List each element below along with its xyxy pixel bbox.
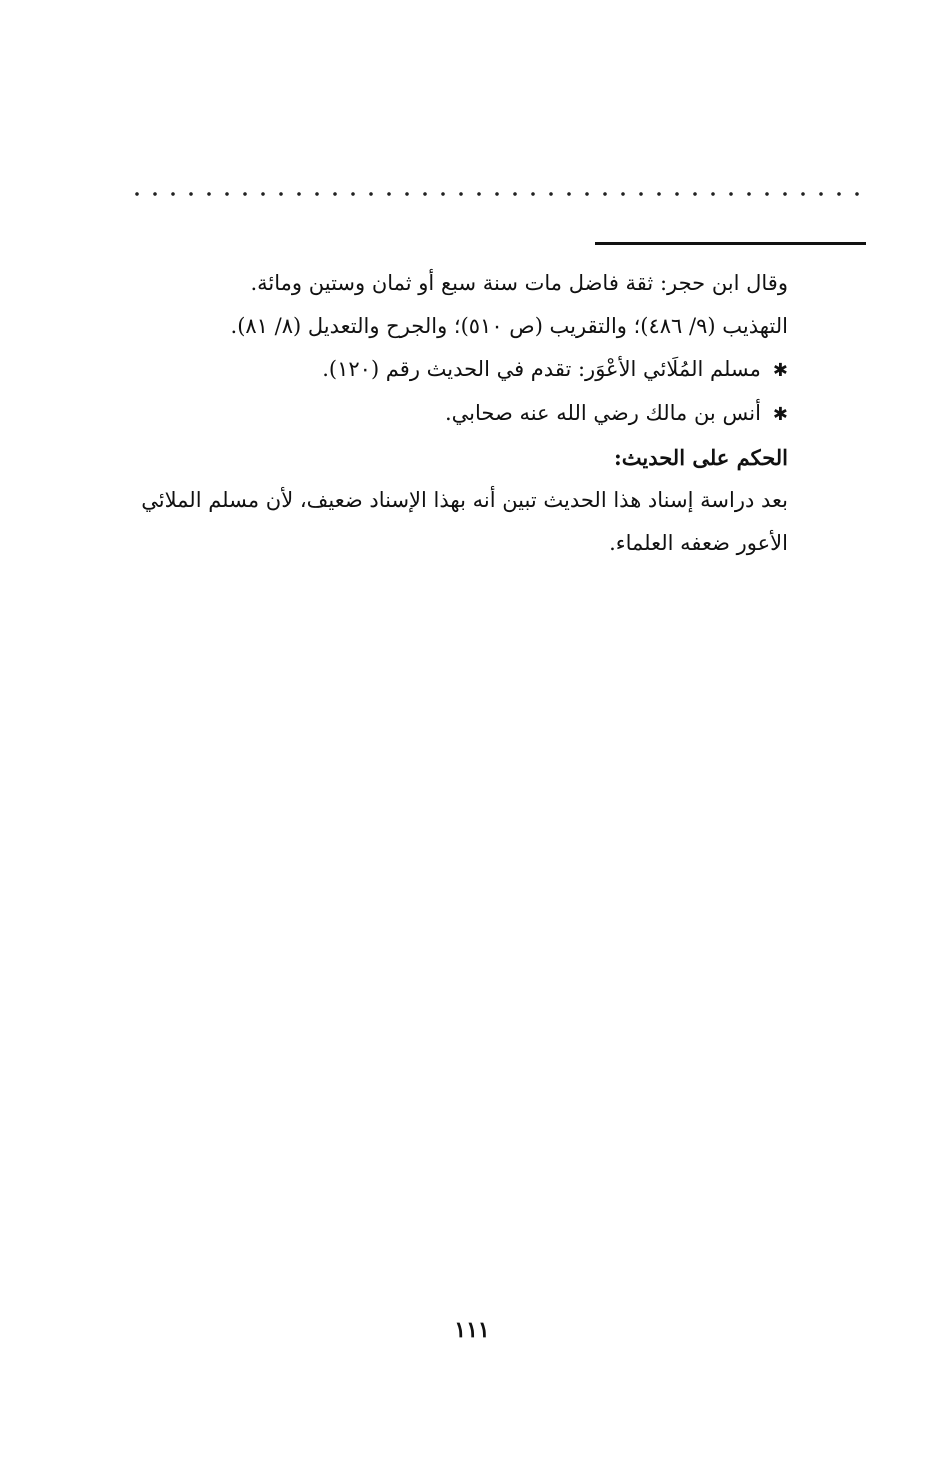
references-line: التهذيب (٩/ ٤٨٦)؛ والتقريب (ص ٥١٠)؛ والجرح والتعديل (٨/ ٨١).: [230, 314, 788, 338]
ruling-paragraph: بعد دراسة إسناد هذا الحديث تبين أنه بهذا الإسناد ضعيف، لأن مسلم الملائي الأعور ضعفه العلماء.: [141, 488, 788, 555]
bullet-star-icon: ✱: [772, 360, 788, 381]
narrator-item: [113, 348, 788, 392]
narrator-item-text: أنس بن مالك رضي الله عنه صحابي.: [444, 401, 761, 425]
narrator-grading-line: وقال ابن حجر: ثقة فاضل مات سنة سبع أو ثمان وستين ومائة.: [250, 271, 788, 295]
dotted-separator: [128, 189, 866, 199]
footnote-rule: [595, 242, 866, 245]
narrator-item-text: مسلم المُلَائي الأعْوَر: تقدم في الحديث رقم (١٢٠).: [322, 357, 761, 381]
bullet-star-icon: ✱: [772, 404, 788, 425]
page-number: ١١١: [454, 1317, 490, 1343]
page-body: [113, 262, 788, 565]
section-heading: الحكم على الحديث:: [614, 445, 788, 470]
narrator-item: [113, 392, 788, 436]
